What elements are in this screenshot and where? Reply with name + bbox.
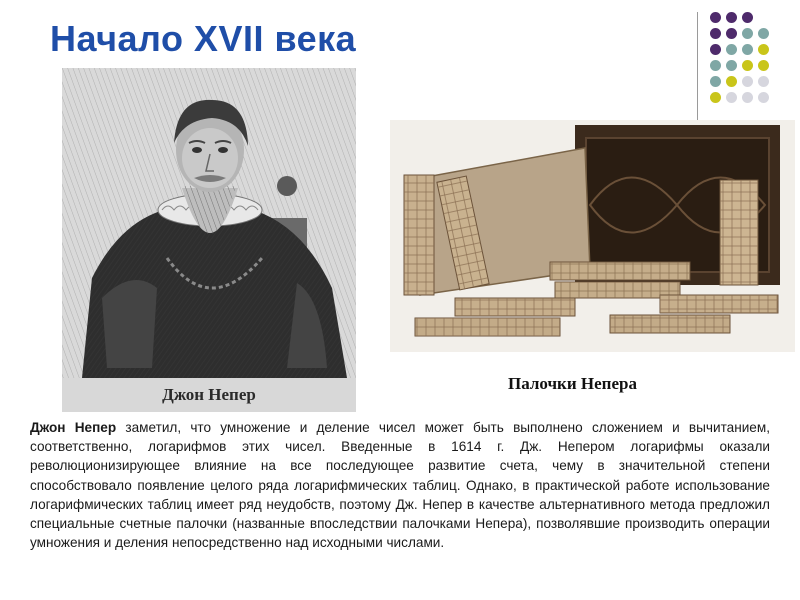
body-text: заметил, что умножение и деление чисел может быть выполнено сложением и вычитанием, соответственно, логарифмов этих чисел. Введенные в 1614 г. Дж. Непером логарифмы оказали революционизирующее влияние на все последующее развитие счета, чему в значительной степени способствовало появление целого ряда логарифмических таблиц. Однако, в практической работе использование логарифмических таблиц имеет ряд неудобств, поэтому Дж. Непер в качестве альтернативного метода предложил специальные счетные палочки (названные впоследствии палочками Непера), позволявшие производить операции умножения и деления непосредственно над исходными числами. — [30, 420, 770, 551]
decorative-dot — [710, 44, 721, 55]
decorative-dot — [710, 60, 721, 71]
body-paragraph — [30, 418, 770, 552]
decorative-dot — [758, 76, 769, 87]
body-lead-name: Джон Непер — [30, 420, 117, 435]
decorative-dot — [726, 28, 737, 39]
decorative-dot — [710, 92, 721, 103]
napier-portrait — [62, 68, 356, 412]
decorative-dot — [726, 12, 737, 23]
decorative-dot — [742, 60, 753, 71]
decorative-dot — [710, 76, 721, 87]
slide-title: Начало XVII века — [50, 18, 357, 59]
decorative-dot — [742, 28, 753, 39]
bones-caption: Палочки Непера — [508, 374, 637, 393]
decorative-dot — [726, 92, 737, 103]
decorative-dot — [726, 44, 737, 55]
decorative-dot — [758, 44, 769, 55]
decorative-dot — [742, 76, 753, 87]
decorative-dot — [742, 92, 753, 103]
decorative-dot — [710, 28, 721, 39]
decorative-dot — [742, 44, 753, 55]
decorative-dot — [758, 60, 769, 71]
decorative-dot — [726, 76, 737, 87]
napier-bones-photo — [390, 120, 795, 352]
decorative-divider — [697, 12, 698, 120]
decorative-dot — [758, 28, 769, 39]
portrait-caption: Джон Непер — [62, 378, 356, 412]
decorative-dot — [726, 60, 737, 71]
decorative-dot — [742, 12, 753, 23]
portrait-engraving — [62, 68, 356, 378]
napier-bones-illustration — [390, 120, 795, 352]
decorative-dot — [758, 92, 769, 103]
decorative-dot — [710, 12, 721, 23]
